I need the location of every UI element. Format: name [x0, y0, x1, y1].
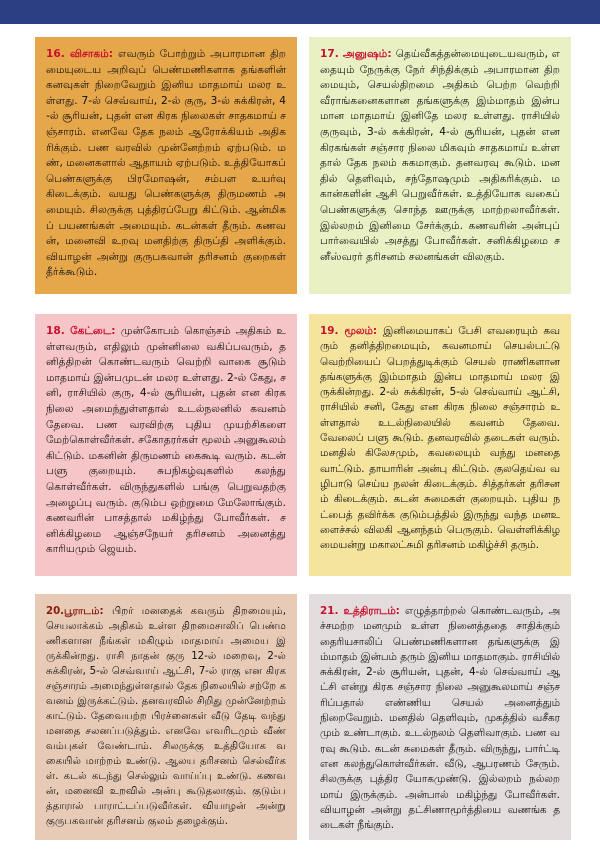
- star-card-pooradam: [35, 594, 297, 840]
- card-body: எழுத்தாற்றல் கொண்டவரும், அச்சமற்ற மனமும் உள்ள நினைத்ததை சாதிக்கும் தைரியசாலிப் பெண்மணிகளான தங்களுக்கு இம்மாதம் இன்பம் தரும் இனிய மாதமாகும். ராசியில் சுக்கிரன், 2-ல் சூரியன், புதன், 4-ல் செவ்வாய் ஆட்சி என்று கிரக சஞ்சார நிலை அனுகூலமாய் சஞ்சரிப்பதால் எண்ணிய செயல் அனைத்தும் நிறைவேறும். மனதில் தெளிவும், முகத்தில் வசீகரமும் உண்டாகும். உடல்நலம் தெளிவாகும். பண வரவு கூடும். கடன் சுமைகள் தீரும். விருந்து, பார்ட்டி என கலந்துகொள்வீர்கள். வீடு, ஆபரணம் சேரும். சிலருக்கு புத்திர யோகமுண்டு. இல்லறம் நல்லறமாய் இருக்கும். அன்பால் மகிழ்ந்து போவீர்கள். வியாழன் அன்று தட்சிணாமூர்த்தியை வணங்க தடைகள் நீங்கும்.: [320, 605, 560, 832]
- card-title: 16. விசாகம்:: [46, 48, 119, 60]
- card-title: 18. கேட்டை:: [46, 325, 121, 337]
- card-body: பிறர் மனதைக் கவரும் திறமையும், செயலாக்கம் அதிகம் உள்ள திறமைசாலிப் பெண்மணிகளான நீங்கள் மகிழும் மாதமாய் அமைய இருக்கின்றது. ராசி நாதன் குரு 12-ல் மறைவு, 2-ல் சுக்கிரன், 5-ல் செவ்வாய் ஆட்சி, 7-ல் ராகு என கிரக சஞ்சாரம் அமைந்துள்ளதால் தேக நிலையில் சற்றே கவனம் இருக்கட்டும். தனவரவில் சிறிது முன்னேற்றம் காட்டும். தேவையற்ற பிரச்னைகள் வீடு தேடி வந்து மனதை சலனப்படுத்தும். எனவே எவரிடமும் வீண் வம்புகள் வேண்டாம். சிலருக்கு உத்தியோக வகையில் மாற்றம் உண்டு. ஆலய தரிசனம் செல்வீர்கள். கடல் கடந்து செல்லும் வாய்ப்பு உண்டு. கணவன், மனைவி உறவில் அன்பு கூடுதலாகும். குடும்பத்தாரால் பாராட்டப்படுவீர்கள். வியாழன் அன்று குருபகவான் தரிசனம் குலம் தழைக்கும்.: [46, 606, 286, 827]
- star-card-uthiradam: [309, 594, 571, 840]
- card-body: எவரும் போற்றும் அபாரமான திறமையுடைய அறிவுப் பெண்மணிகளாக தங்களின் கனவுகள் நிறைவேறும் இனிய மாதமாய் மலர உள்ளது. 7-ல் செவ்வாய், 2-ல் குரு, 3-ல் சுக்கிரன், 4-ல் சூரியன், புதன் என கிரக நிலைகள் சாதகமாய் சஞ்சாரம். எனவே தேக நலம் ஆரோக்கியம் அதிகரிக்கும். பண வரவில் முன்னேற்றம் ஏற்படும். மண், மனைகளால் ஆதாயம் ஏற்படும். உத்தியோகப் பெண்களுக்கு பிரமோஷன், சம்பள உயர்வு கிடைக்கும். வயது பெண்களுக்கு திருமணம் அமையும். சிலருக்கு புத்திரப்பேறு கிட்டும். ஆன்மிகப் பயணங்கள் அமையும். கடன்கள் தீரும். கணவன், மனைவி உறவு மனதிற்கு திருப்தி அளிக்கும். வியாழன் அன்று குருபகவான் தரிசனம் குறைகள் தீர்க்கூடும்.: [46, 48, 286, 279]
- top-banner-bar: [0, 0, 600, 24]
- star-card-moolam: [309, 314, 571, 576]
- card-title: 21. உத்திராடம்:: [320, 605, 405, 617]
- card-title: 20.பூராடம்:: [46, 606, 113, 617]
- star-card-visakam: [35, 37, 297, 294]
- card-title: 17. அனுஷம்:: [320, 48, 396, 60]
- card-body: முன்கோபம் கொஞ்சம் அதிகம் உள்ளவரும், எதிலும் முன்னிலை வகிப்பவரும், தனித்திறன் கொண்டவரும் வெற்றி வாகை சூடும் மாதமாய் இன்பமுடன் மலர உள்ளது. 2-ல் கேது, சனி, ராசியில் குரு, 4-ல் சூரியன், புதன் என கிரக நிலை அமைந்துள்ளதால் உடல்நலனில் கவனம் தேவை. பண வரவிற்கு புதிய முயற்சிகளை மேற்கொள்வீர்கள். சகோதரர்கள் மூலம் அனுகூலம் கிட்டும். மகனின் திருமணம் கைகூடி வரும். கடன் பளு குறையும். சுபநிகழ்வுகளில் கலந்து கொள்வீர்கள். விருந்துகளில் பங்கு பெறுவதற்கு அழைப்பு வரும். குடும்ப ஒற்றுமை மேலோங்கும். கணவரின் பாசத்தால் மகிழ்ந்து போவீர்கள். சனிக்கிழமை ஆஞ்சநேயர் தரிசனம் அனைத்து காரியமும் ஜெயம்.: [46, 325, 286, 556]
- card-title: 19. மூலம்:: [320, 325, 384, 337]
- card-body: தெய்வீகத்தன்மையுடையவரும், எதையும் நேருக்கு நேர் சிந்திக்கும் அபாரமான திறமையும், செயல்திறமை அதிகம் பெற்ற வெற்றி வீராங்கனைகளான தங்களுக்கு இம்மாதம் இன்பமான மாதமாய் இனிதே மலர உள்ளது. ராசியில் குருவும், 3-ல் சுக்கிரன், 4-ல் சூரியன், புதன் என கிரகங்கள் சஞ்சார நிலை மிகவும் சாதகமாய் உள்ளதால் தேக நலம் சுகமாகும். தனவரவு கூடும். மனதில் தெளிவும், சந்தோஷமும் அதிகரிக்கும். மகான்களின் ஆசி பெறுவீர்கள். உத்தியோக வகைப் பெண்களுக்கு சொந்த ஊருக்கு மாற்றலாவீர்கள். இல்லறம் இனிமை சேர்க்கும். கணவரின் அன்புப் பார்வையில் அசத்து போவீர்கள். சனிக்கிழமை சனீஸ்வரர் தரிசனம் சலனங்கள் விலகும்.: [320, 48, 561, 263]
- card-body: இனிமையாகப் பேசி எவரையும் கவரும் தனித்திறமையும், கவனமாய் செயல்பட்டு வெற்றியைப் பெறத்துடிக்கும் செயல் ராணிகளான தங்களுக்கு இம்மாதம் இன்ப மாதமாய் மலர இருக்கின்றது. 2-ல் சுக்கிரன், 5-ல் செவ்வாய் ஆட்சி, ராசியில் சனி, கேது என கிரக நிலை சஞ்சாரம் உள்ளதால் உடல்நிலையில் கவனம் தேவை. வேலைப் பளு கூடும். தனவரவில் தடைகள் வரும். மனதில் கிலேசமும், கவலையும் வந்து மனதை வாட்டும். தாயாரின் அன்பு கிட்டும். குலதெய்வ வழிபாடு செய்ய நலன் கிடைக்கும். சித்தர்கள் தரிசனம் கிடைக்கும். கடன் சுமைகள் குறையும். புதிய நட்பைத் தவிர்க்க குடும்பத்தில் இருந்து வந்த மனஉளைச்சல் விலகி ஆனந்தம் பெருகும். வெள்ளிக்கிழமையன்று மகாலட்சுமி தரிசனம் மகிழ்ச்சி தரும்.: [320, 325, 560, 552]
- star-card-anusham: [309, 37, 571, 294]
- star-card-kettai: [35, 314, 297, 576]
